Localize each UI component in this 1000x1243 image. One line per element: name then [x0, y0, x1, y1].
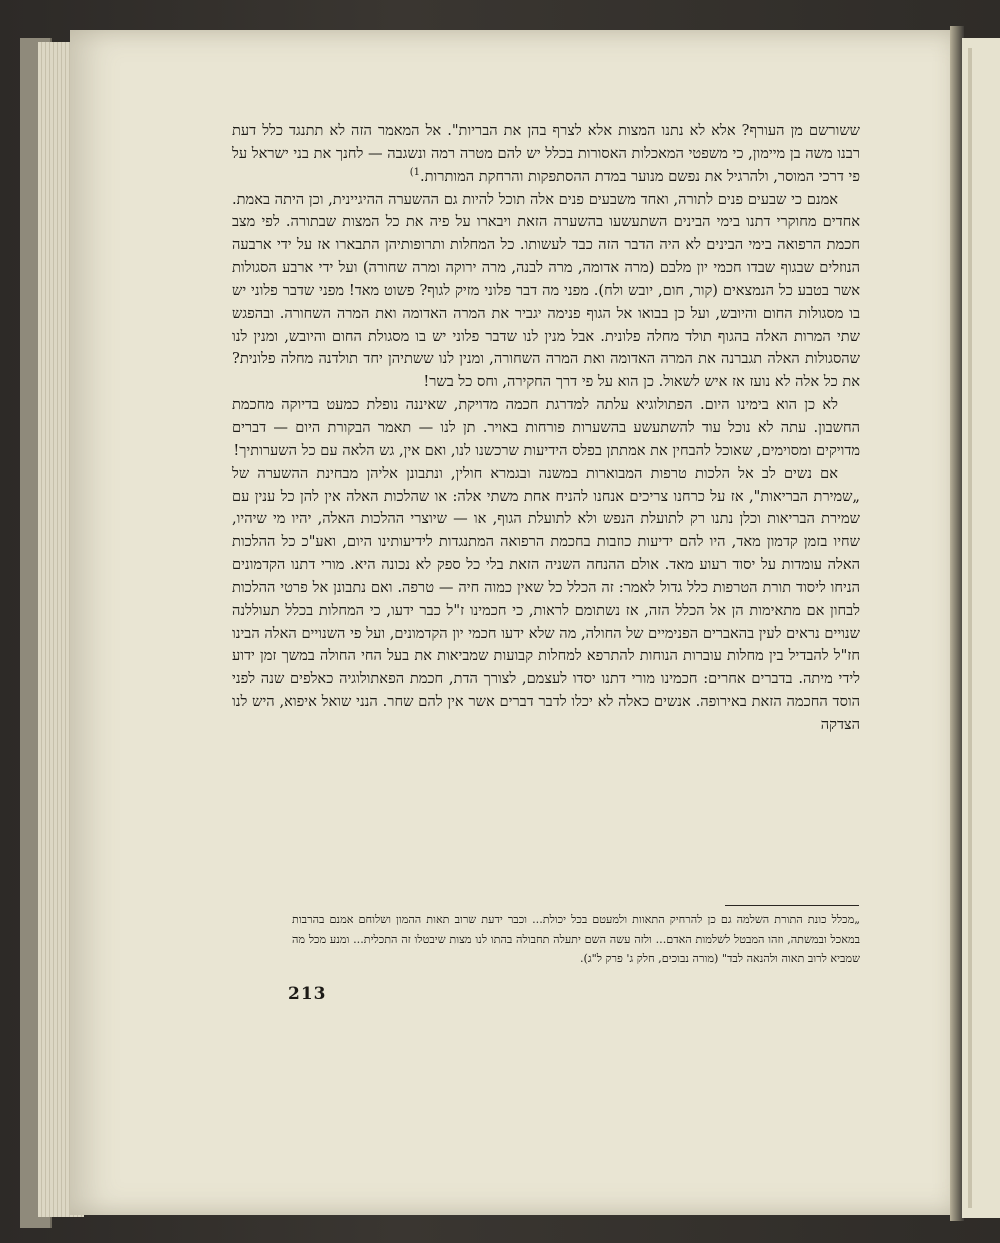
facing-page-line	[968, 48, 972, 1208]
footnote-divider	[725, 905, 859, 906]
page-number: 213	[288, 984, 327, 1004]
main-text	[232, 120, 860, 737]
footnote-text: „מכלל כונת התורת השלמה גם כן להרחיק התאוות ולמעטם בכל יכולת... וכבר ידעת שרוב תאות ההמון ושלוחם אמנם בהרבות במאכל ובמשתה, וזהו המבטל לשלמות האדם... ולזה עשה השם יתעלה תחבולה בהתו לנו מצות שיבטלו זה התכלית... ומנע מכל מה שמביא לרוב תאוה ולהנאה לבד" (מורה נבוכים, חלק ג' פרק ל"ג).	[292, 913, 860, 966]
paragraph-3: לא כן הוא בימינו היום. הפתולוגיא עלתה למדרגת חכמה מדויקת, שאיננה נופלת כמעט בדיוקה מחכמת החשבון. עתה לא נוכל עוד להשתעשע בהשערות פורחות באויר. תן לנו — תאמר הבקורת היום — דברים מדויקים ומסוימים, שאוכל להבחין את אמתתן בפלס הידיעות שרכשנו לנו, ואם אין, גש הלאה עם כל השערותיך!	[232, 396, 860, 459]
paragraph-1	[232, 120, 860, 189]
paragraph-4: אם נשים לב אל הלכות טרפות המבוארות במשנה ובגמרא חולין, ונתבונן אליהן מבחינת ההשערה של „שמירת הבריאות", אז על כרחנו צריכים אנחנו להניח אחת משתי אלה: או שהלכות האלה אין להן כל ענין עם שמירת הבריאות וכלן נתנו רק לתועלת הנפש ולא לתועלת הגוף, או — שיוצרי ההלכות האלה, יהיו מי שיהיו, שחיו בזמן קדמון מאד, היו להם ידיעות כוזבות בחכמת הרפואה המתנגדות לידיעותינו היום, ואע"כ כל ההלכות האלה עומדות על יסוד רעוע מאד. אולם ההנחה השניה הזאת בלי כל ספק לא נכונה היא. מורי דתנו הקדמונים הניחו ליסוד תורת הטרפות כלל גדול לאמר: זה הכלל כל שאין כמוה חיה — טרפה. ואם נתבונן אל פרטי ההלכות לבחון אם מתאימות הן אל הכלל הזה, אז נשתומם לראות, כי חכמינו ז"ל כבר ידעו, כי המחלות בכלל תעוללנה שנויים נראים לעין בהאברים הפנימיים של החולה, מה שלא ידעו חכמי יון הקדמונים, ועל פי השנויים האלה הבינו חז"ל להבדיל בין מחלות עוברות הנוחות להתרפא למחלות קבועות שמביאות את בעל החי החולה במשך זמן ידוע לידי מיתה. בדברים אחרים: חכמינו מורי דתנו יסדו לעצמם, לצורך הדת, חכמת הפאתולוגיה כאלפים שנה לפני הוסד החכמה הזאת באירופה. אנשים כאלה לא יכלו לדבר דברים אשר אין להם שחר. הנני שואל איפוא, היש לנו הצדקה	[232, 464, 860, 733]
paragraph-1-text: ששורשם מן העורף? אלא לא נתנו המצות אלא לצרף בהן את הבריות". אל המאמר הזה לא תתנגד כלל דעת רבנו משה בן מיימון, כי משפטי המאכלות האסורות בכלל יש להם מטרה רמה ונשגבה — לחנך את בני ישראל על פי דרכי המוסר, ולהרגיל את נפשם מנוער במדת ההסתפקות והרחקת המותרות.	[232, 122, 860, 185]
footnote-reference: 1)	[409, 166, 420, 178]
footnote	[292, 910, 860, 969]
paragraph-2: אמנם כי שבעים פנים לתורה, ואחד משבעים פנים אלה תוכל להיות גם ההשערה ההיגיינית, וכן היתה באמת. אחדים מחוקרי דתנו בימי הבינים השתעשעו בהשערה הזאת ויבארו על פיה את כל המצות שבתורה. לפי מצב חכמת הרפואה בימי הבינים לא היה הדבר הזה כבד לעשותו. כל המחלות ותרופותיהן התבארו אז על ידי ארבעה הנוזלים שבגוף שבדו חכמי יון מלבם (מרה אדומה, מרה לבנה, מרה ירוקה ומרה שחורה) ועל ידי ארבע הסגולות אשר בטבע כל הנמצאים (קור, חום, יובש ולח). מפני מה דבר פלוני מזיק לגוף? פשוט מאד! מפני שדבר פלוני יש בו מסגולות החום והיובש, ועל כן בבואו אל הגוף פנימה יגביר את המרה האדומה ואת המרה השחורה. ובהפגש שתי המרות האלה בהגוף תולד מחלה פלונית. אבל מנין לנו שדבר פלוני יש בו מסגולת החום והיובש, ומנין לנו שהסגולות האלה תגברנה את המרה האדומה ואת המרה השחורה, ומנין לנו ששתיהן יחד תולדנה מחלה פלונית? את כל אלה לא נועז אז איש לשאול. כן הוא על פי דרך החקירה, וחס כל בשר!	[232, 190, 860, 391]
